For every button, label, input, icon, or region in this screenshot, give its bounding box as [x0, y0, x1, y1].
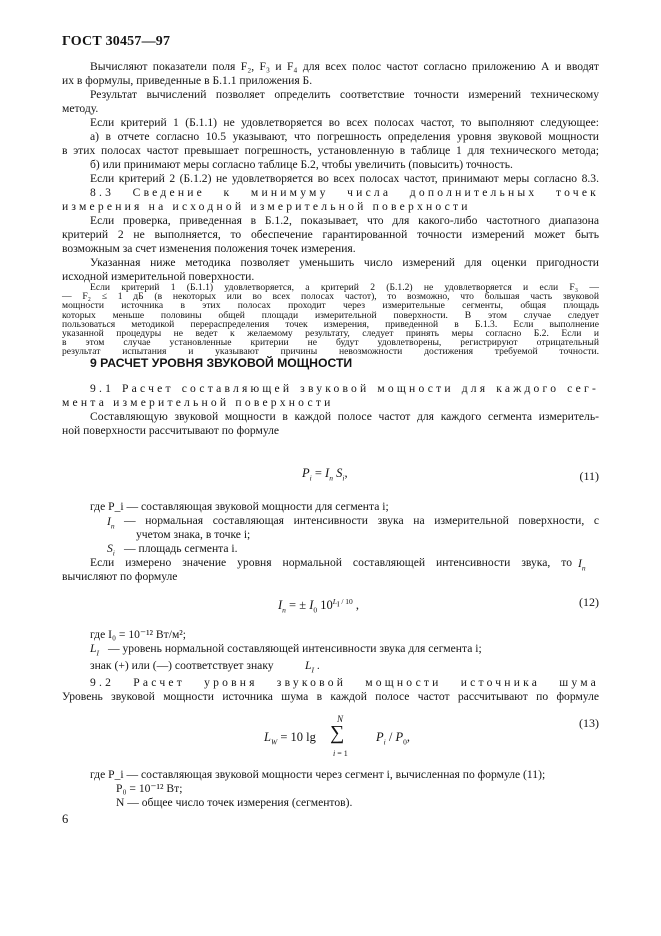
text-line: методу.	[62, 102, 99, 115]
text-line: Если измерено значение уровня нормальной составляющей интенсивности звука, то	[90, 556, 572, 569]
symbol: $S_i$	[107, 542, 115, 558]
equation-number: (13)	[579, 716, 599, 730]
text-line: — нормальная составляющая интенсивности звука на измерительной поверхности, с	[124, 514, 599, 527]
text-line: где I₀ = 10⁻¹² Вт/м²;	[90, 628, 186, 641]
symbol: $L_I$	[90, 642, 99, 658]
subsection-heading: 8.3 Сведение к минимуму числа дополнительных точек	[90, 186, 599, 199]
subsection-heading: измерения на исходной измерительной поверхности	[62, 200, 471, 213]
text-line: мощности источника в этих полосах проходит через измерительные сегменты, общая площадь	[62, 300, 599, 312]
text-line: результат испытания и указывают причины невозможности достижения требуемой точности.	[62, 346, 599, 358]
text-line: Результат вычислений позволяет определить соответствие точности измерений техническому	[90, 88, 599, 101]
text-line: Если проверка, приведенная в Б.1.2, показывает, что для какого-либо частотного диапазона	[90, 214, 599, 227]
text-line: ной поверхности рассчитывают по формуле	[62, 424, 280, 437]
page-number: 6	[62, 812, 69, 826]
text-line: возможным за счет изменения положения точек измерения.	[62, 242, 356, 255]
text-line: где P_i — составляющая звуковой мощности через сегмент i, вычисленная по формуле (11);	[90, 768, 546, 781]
symbol: $L_I$ .	[305, 659, 320, 675]
formula-13: $L_W = 10$ lg	[264, 730, 316, 747]
subsection-heading: мента измерительной поверхности	[62, 396, 334, 409]
text-line: исходной измерительной поверхности.	[62, 270, 255, 283]
text-line: Составляющую звуковой мощности в каждой полосе частот для каждого сегмента измеритель-	[90, 410, 599, 423]
page-header: ГОСТ 30457—97	[62, 34, 171, 49]
text-line: б) или принимают меры согласно таблице Б.2, чтобы увеличить (повысить) точность.	[90, 158, 513, 171]
text-line: где P_i — составляющая звуковой мощности для сегмента i;	[90, 500, 389, 513]
formula-12: $I_n$ = ± $I_0$ $10^{L_I / 10}$ ,	[278, 597, 360, 615]
text-line: в этом случае установленные критерии не будут удовлетворены, регистрируют отрицательный	[62, 337, 599, 349]
formula-11: $P_i = I_n$ $S_i$,	[302, 466, 348, 483]
text-line: которых меньше половины общей площади измерительной поверхности. В этом случае следует	[62, 309, 599, 321]
text-line: учетом знака, в точке i;	[136, 528, 251, 541]
text-line: P₀ = 10⁻¹² Вт;	[116, 782, 183, 795]
text-line: а) в отчете согласно 10.5 указывают, что погрешность определения уровня звуковой мощности	[90, 130, 599, 143]
sum-lower-limit: i = 1	[333, 749, 348, 758]
text-line: вычисляют по формуле	[62, 570, 178, 583]
symbol: $I_n$	[107, 515, 115, 531]
text-line: — F₂ ≤ 1 дБ (в некоторых или во всех полосах частот), то возможно, что большая часть звуковой	[62, 291, 599, 303]
text-line: — площадь сегмента i.	[124, 542, 238, 555]
subsection-heading: 9.1 Расчет составляющей звуковой мощности для каждого сег-	[90, 382, 599, 395]
symbol: $I_n$	[578, 557, 586, 573]
formula-13-term: $P_i / P_0$,	[376, 730, 410, 747]
text-line: Если критерий 1 (Б.1.1) удовлетворяется, а критерий 2 (Б.1.2) не удовлетворяется и если F₃ —	[90, 282, 599, 293]
equation-number: (11)	[579, 469, 599, 483]
text-line: критерий 2 не выполняется, то обеспечение гарантированной точности измерений может быть	[62, 228, 599, 241]
text-line: N — общее число точек измерения (сегментов).	[116, 796, 353, 809]
text-line: Уровень звуковой мощности источника шума в каждой полосе частот рассчитывают по формуле	[62, 690, 599, 703]
text-line: указанной процедуры не ведет к желаемому результату, следует принять меры согласно Б.2. Если и	[62, 328, 599, 339]
text-line: Вычисляют показатели поля F₂, F₃ и F₄ для всех полос частот согласно приложению А и вводят	[90, 60, 599, 73]
sum-upper-limit: N	[337, 714, 344, 724]
text-line: пользоваться методикой перераспределения точек измерения, приведенной в Б.1.3. Если выполнение	[62, 318, 599, 330]
section-heading: 9 РАСЧЕТ УРОВНЯ ЗВУКОВОЙ МОЩНОСТИ	[90, 356, 353, 370]
equation-number: (12)	[579, 595, 599, 609]
text-line: Указанная ниже методика позволяет уменьшить число измерений для оценки пригодности	[90, 256, 599, 269]
text-line: знак (+) или (—) соответствует знаку	[90, 659, 274, 672]
text-line: Если критерий 1 (Б.1.1) не удовлетворяется во всех полосах частот, то выполняют следующее:	[90, 116, 599, 129]
subsection-heading: 9.2 Расчет уровня звуковой мощности источника шума	[90, 676, 599, 689]
text-line: — уровень нормальной составляющей интенсивности звука для сегмента i;	[108, 642, 482, 655]
text-line: в этих полосах частот превышает погрешность, установленную в таблице 1 для технического метода;	[62, 144, 599, 157]
sum-symbol: ∑	[330, 722, 345, 744]
text-line: их в формулы, приведенные в Б.1.1 приложения Б.	[62, 74, 313, 87]
text-line: Если критерий 2 (Б.1.2) не удовлетворяется во всех полосах частот, принимают меры согласно 8.3.	[90, 172, 599, 185]
